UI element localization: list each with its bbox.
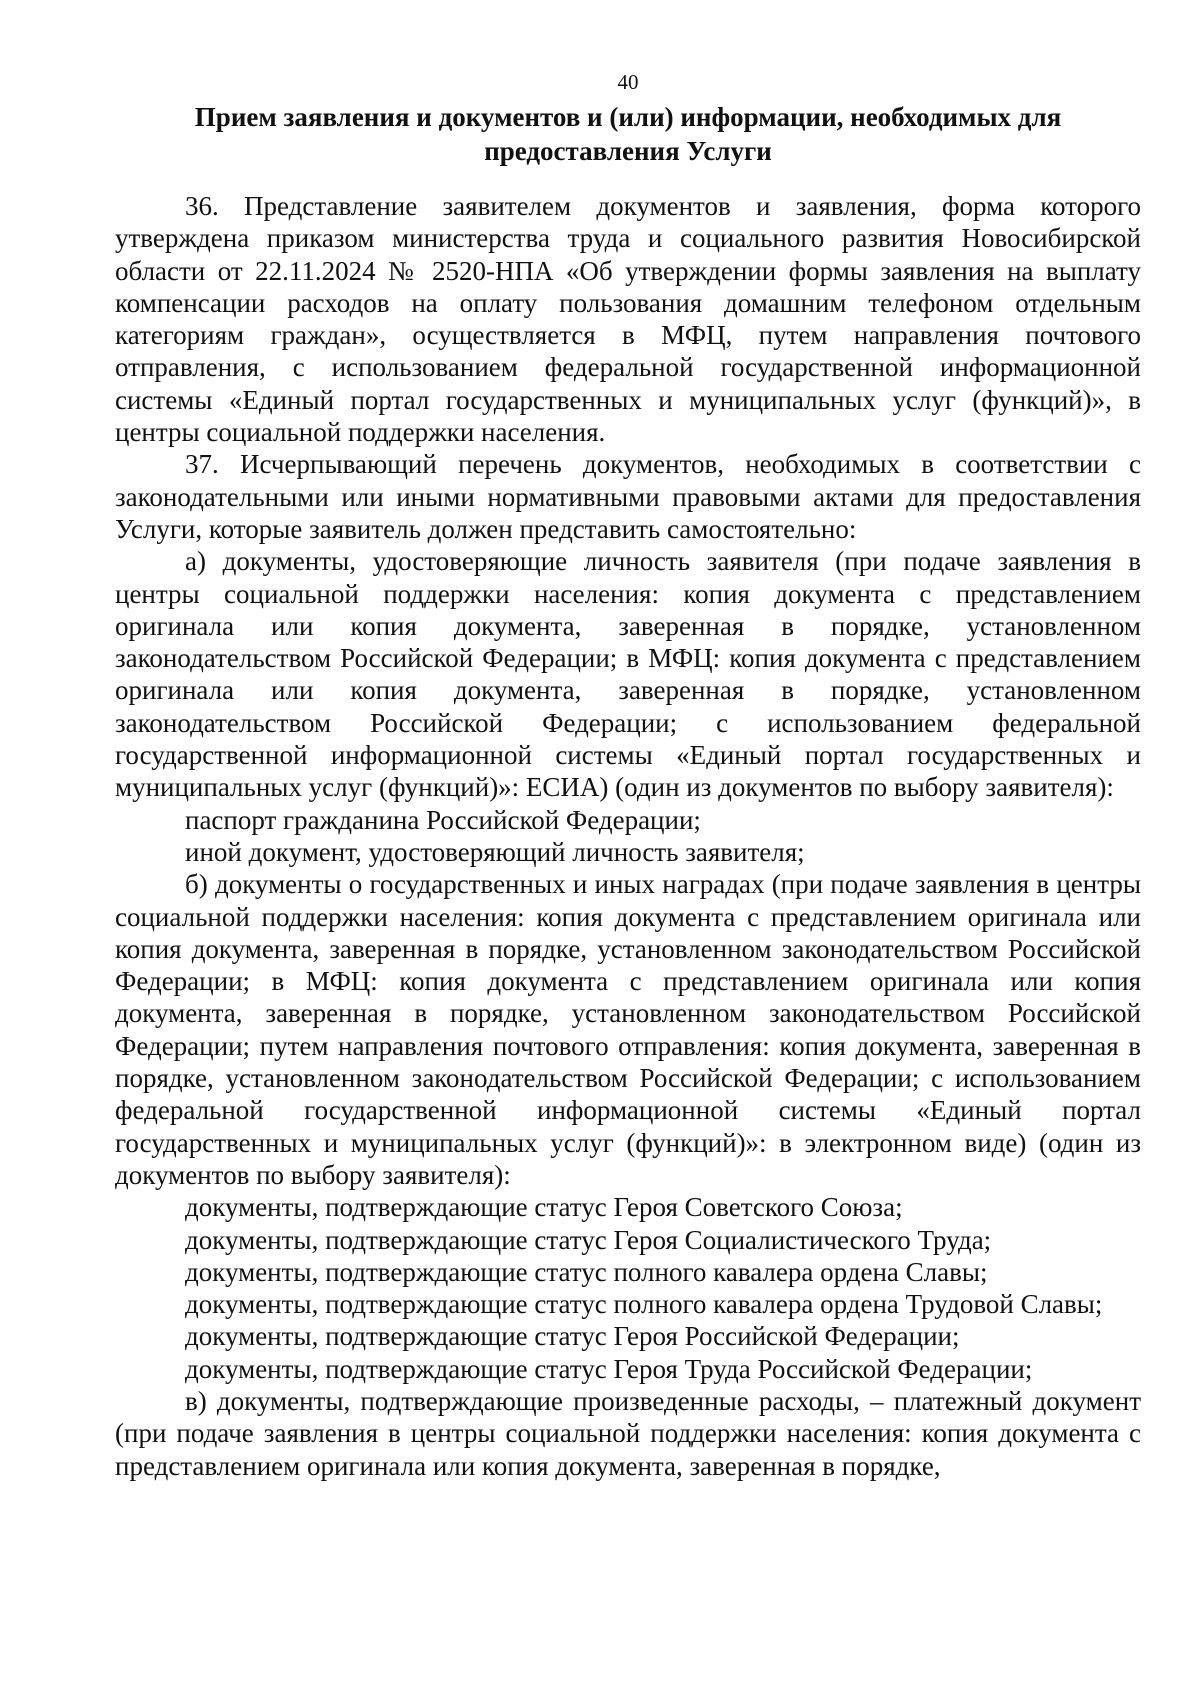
list-item: документы, подтверждающие статус Героя Советского Союза; — [185, 1192, 903, 1223]
paragraph-37: 37. Исчерпывающий перечень документов, необходимых в соответствии с законодательными или иными нормативными правовыми актами для предоставления Услуги, которые заявитель должен представить самостоятельно: — [115, 449, 1141, 544]
paragraph-36: 36. Представление заявителем документов и заявления, форма которого утверждена приказом министерства труда и социального развития Новосибирской области от 22.11.2024 № 2520-НПА «Об утверждении формы заявления на выплату компенсации расходов на оплату пользования домашним телефоном отдельным категориям граждан», осуществляется в МФЦ, путем направления почтового отправления, с использованием федеральной государственной информационной системы «Единый портал государственных и муниципальных услуг (функций)», в центры социальной поддержки населения. — [115, 191, 1141, 448]
paragraph-37-b: б) документы о государственных и иных наградах (при подаче заявления в центры социальной поддержки населения: копия документа с представлением оригинала или копия документа, заверенная в порядке, установленном законодательством Российской Федерации; в МФЦ: копия документа с представлением оригинала или копия документа, заверенная в порядке, установленном законодательством Российской Федерации; путем направления почтового отправления: копия документа, заверенная в порядке, установленном законодательством Российской Федерации; с использованием федеральной государственной информационной системы «Единый портал государственных и муниципальных услуг (функций)»: в электронном виде) (один из документов по выбору заявителя): — [115, 869, 1141, 1190]
list-item: паспорт гражданина Российской Федерации; — [185, 804, 701, 835]
paragraph-37-c: в) документы, подтверждающие произведенные расходы, – платежный документ (при подаче заявления в центры социальной поддержки населения: копия документа с представлением оригинала или копия документа, заверенная в порядке, — [115, 1385, 1141, 1481]
list-item: документы, подтверждающие статус Героя Социалистического Труда; — [185, 1224, 992, 1255]
list-item: документы, подтверждающие статус полного кавалера ордена Трудовой Славы; — [185, 1289, 1103, 1320]
paragraph-37-a: а) документы, удостоверяющие личность заявителя (при подаче заявления в центры социальной поддержки населения: копия документа с представлением оригинала или копия документа, заверенная в порядке, установленном законодательством Российской Федерации; в МФЦ: копия документа с представлением оригинала или копия документа, заверенная в порядке, установленном законодательством Российской Федерации; с использованием федеральной государственной информационной системы «Единый портал государственных и муниципальных услуг (функций)»: ЕСИА) (один из документов по выбору заявителя): — [115, 546, 1141, 803]
document-body — [115, 190, 1141, 1482]
list-item: документы, подтверждающие статус Героя Труда Российской Федерации; — [185, 1353, 1033, 1384]
list-item: документы, подтверждающие статус Героя Российской Федерации; — [185, 1321, 960, 1352]
page-number: 40 — [617, 70, 639, 94]
section-heading: Прием заявления и документов и (или) информации, необходимых для предоставления Услуги — [194, 102, 1062, 166]
list-item: иной документ, удостоверяющий личность заявителя; — [185, 836, 805, 867]
list-item: документы, подтверждающие статус полного кавалера ордена Славы; — [185, 1256, 988, 1287]
